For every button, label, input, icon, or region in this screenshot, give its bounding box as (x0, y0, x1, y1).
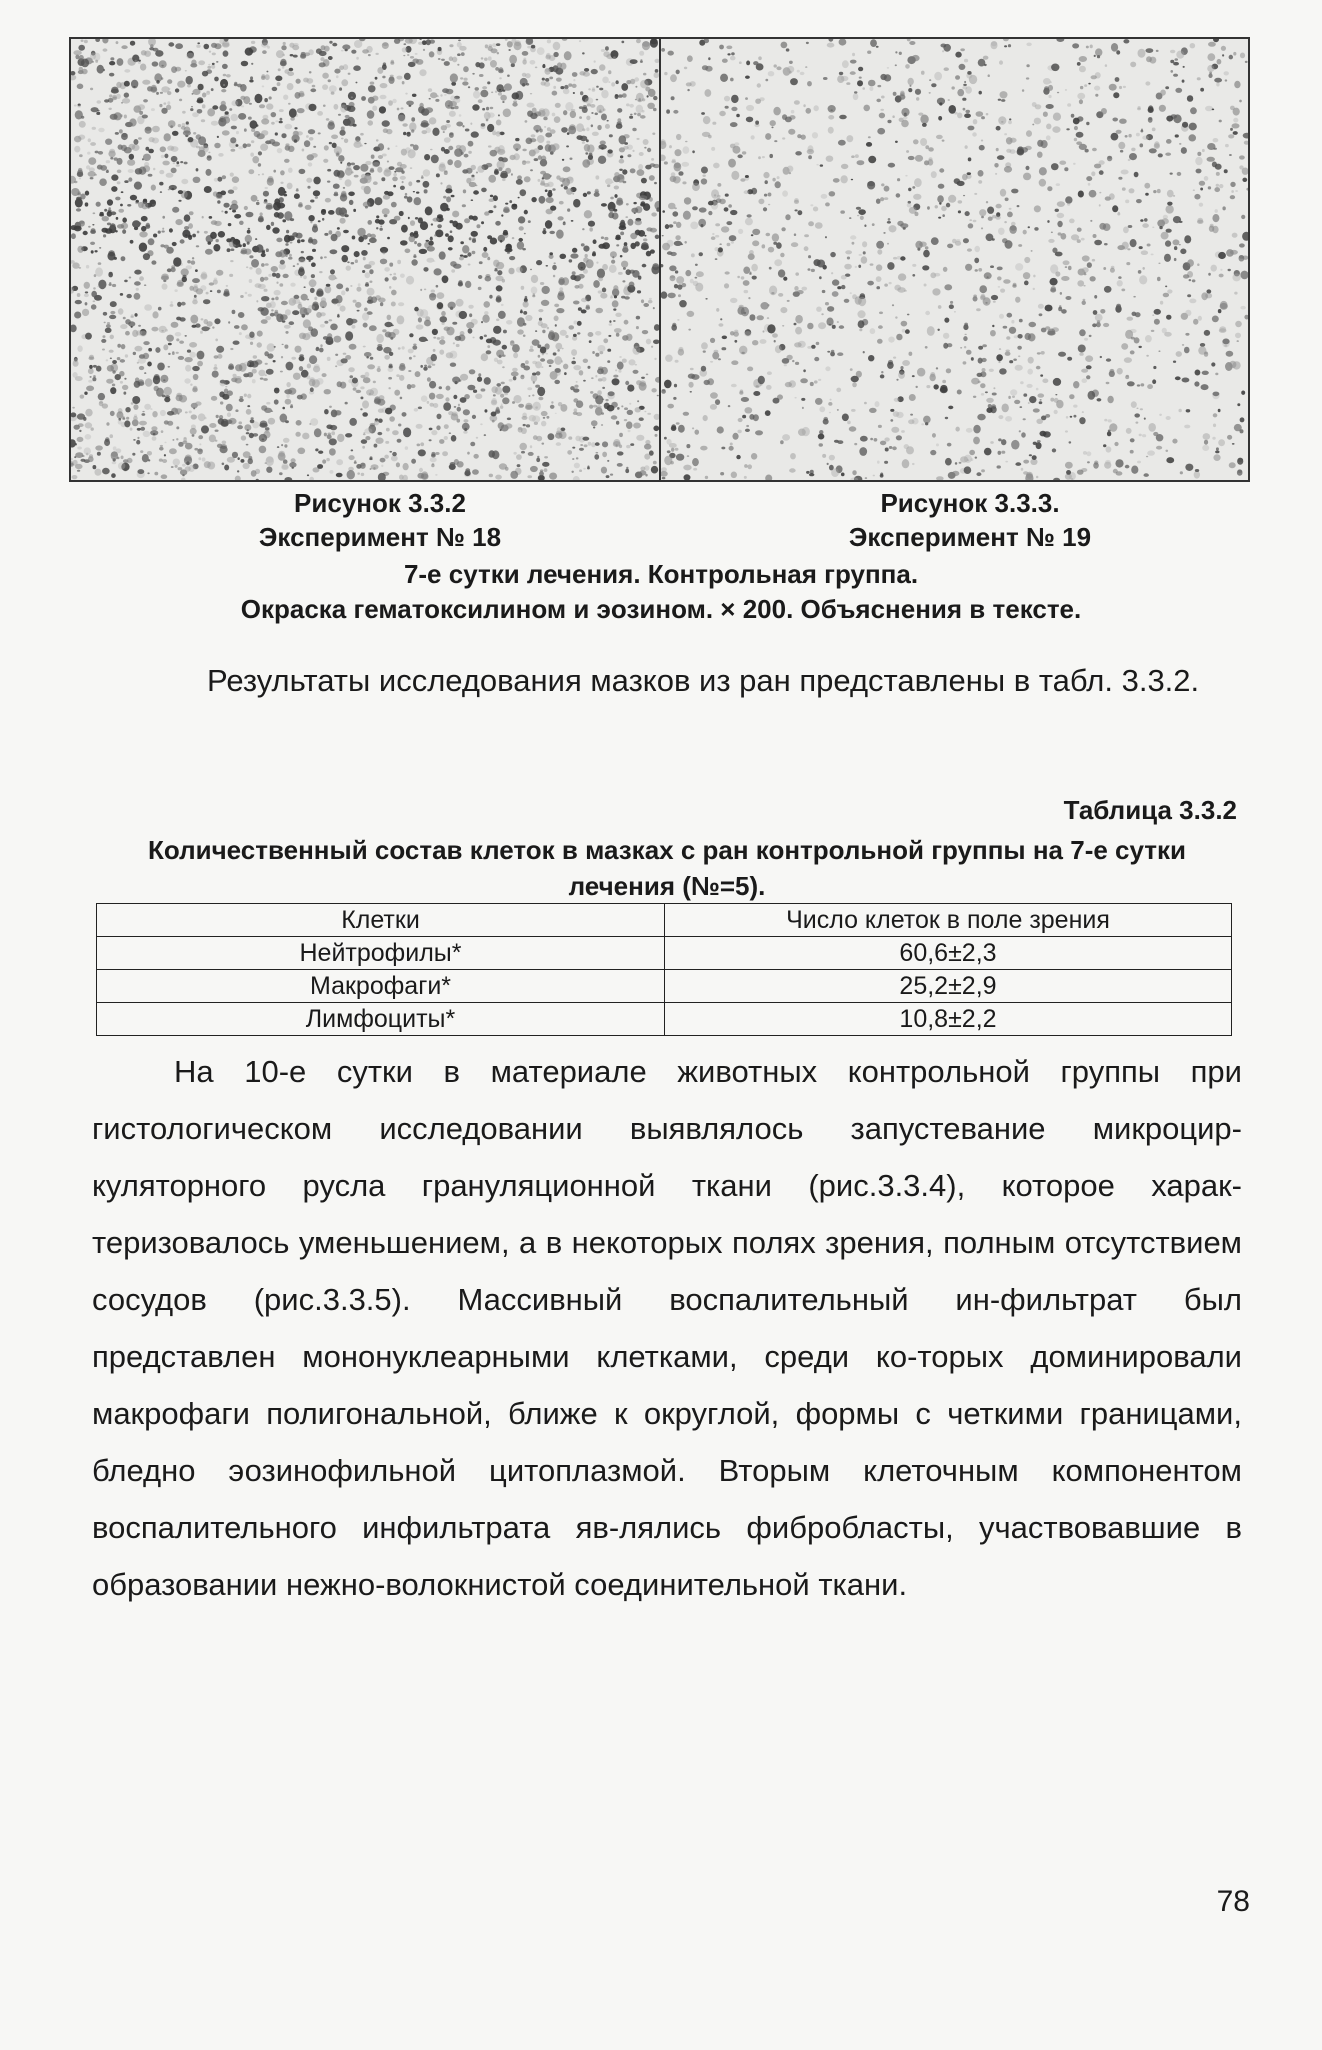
cell-count: 10,8±2,2 (665, 1003, 1232, 1036)
cell-type: Нейтрофилы* (97, 937, 665, 970)
micrograph-experiment-18 (71, 39, 659, 480)
cell-type: Макрофаги* (97, 970, 665, 1003)
table-number: Таблица 3.3.2 (1063, 795, 1237, 825)
intro-paragraph: Результаты исследования мазков из ран представлены в табл. 3.3.2. (207, 663, 1200, 698)
figure-right-label: Рисунок 3.3.3. (880, 488, 1060, 518)
table-row (97, 970, 1232, 1003)
cell-count: 60,6±2,3 (665, 937, 1232, 970)
figure-pair (69, 37, 1250, 482)
figure-caption-line1: 7-е сутки лечения. Контрольная группа. (403, 559, 919, 589)
cell-count-table (96, 903, 1232, 1036)
cell-count: 25,2±2,9 (665, 970, 1232, 1003)
body-paragraph: На 10-е сутки в материале животных контрольной группы при гистологическом исследовании выявлялось запустевание микроцир-куляторного русла грануляционной ткани (рис.3.3.4), которое харак-теризовалось уменьшением, а в некоторых полях зрения, полным отсутствием сосудов (рис.3.3.5). Массивный воспалительный ин-фильтрат был представлен мононуклеарными клетками, среди ко-торых доминировали макрофаги полигональной, ближе к округлой, формы с четкими границами, бледно эозинофильной цитоплазмой. Вторым клеточным компонентом воспалительного инфильтрата яв-лялись фибробласты, участвовавшие в образовании нежно-волокнистой соединительной ткани. (92, 1054, 1242, 1602)
figure-right-caption (770, 486, 1170, 554)
table-row (97, 937, 1232, 970)
figure-right-experiment: Эксперимент № 19 (848, 522, 1092, 552)
micrograph-experiment-19 (659, 39, 1249, 480)
page-number: 78 (1216, 1885, 1250, 1918)
figure-caption-line2: Окраска гематоксилином и эозином. × 200. Объяснения в тексте. (240, 594, 1082, 624)
table-title: Количественный состав клеток в мазках с ран контрольной группы на 7-е сутки лечения (№=5). (147, 835, 1187, 901)
header-count: Число клеток в поле зрения (665, 904, 1232, 937)
header-cells: Клетки (97, 904, 665, 937)
table-row (97, 1003, 1232, 1036)
figure-left-experiment: Эксперимент № 18 (258, 522, 502, 552)
table-header-row (97, 904, 1232, 937)
cell-type: Лимфоциты* (97, 1003, 665, 1036)
figure-left-caption (180, 486, 580, 554)
figure-left-label: Рисунок 3.3.2 (294, 488, 466, 518)
